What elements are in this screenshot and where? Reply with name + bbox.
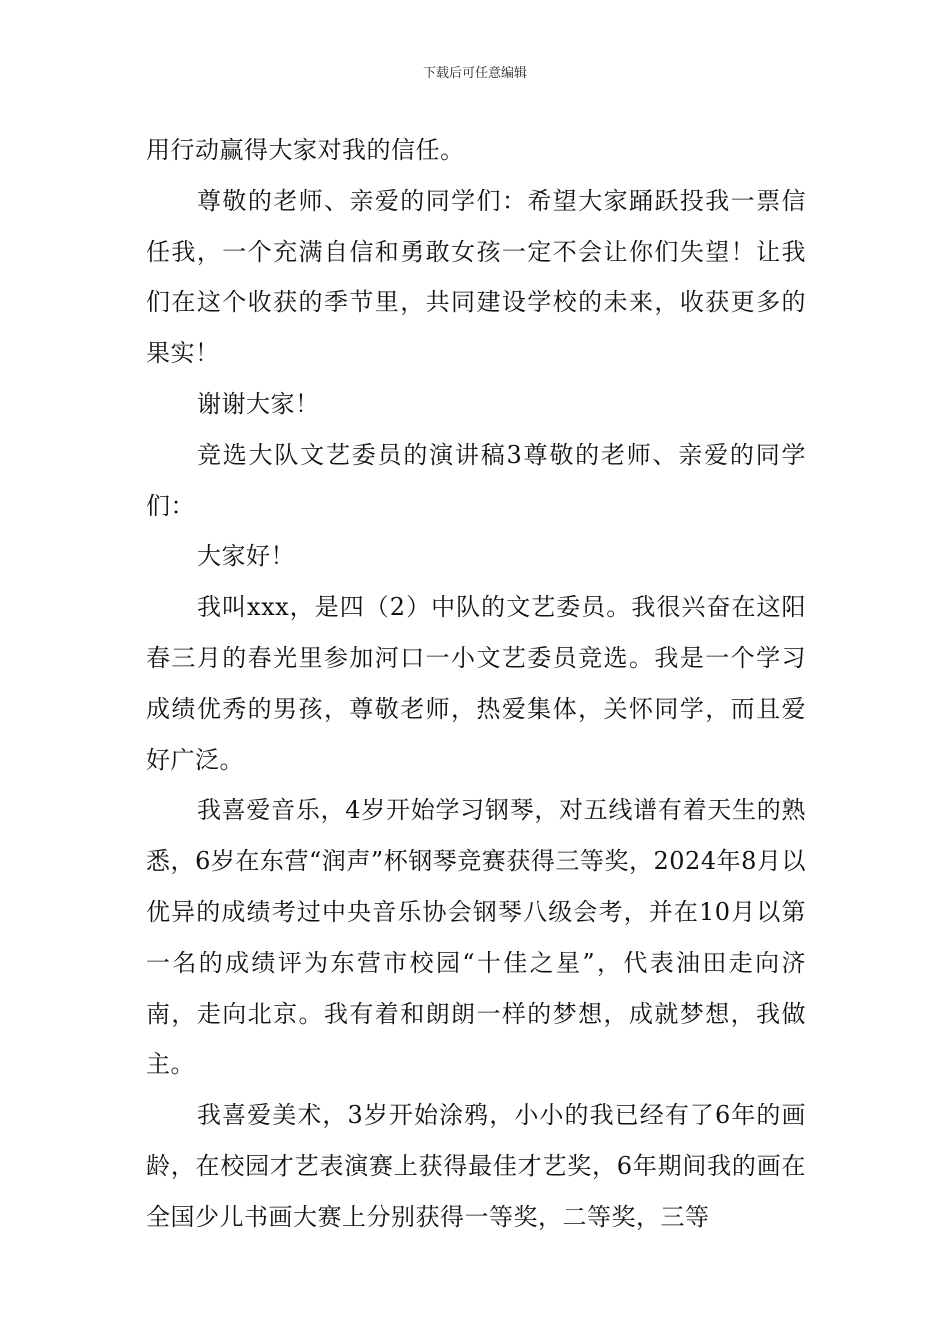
document-body	[146, 125, 806, 1243]
paragraph: 尊敬的老师、亲爱的同学们：希望大家踊跃投我一票信任我，一个充满自信和勇敢女孩一定不会让你们失望！让我们在这个收获的季节里，共同建设学校的未来，收获更多的果实！	[146, 186, 806, 368]
paragraph: 我喜爱音乐，4岁开始学习钢琴，对五线谱有着天生的熟悉，6岁在东营“润声”杯钢琴竞赛获得三等奖，2024年8月以优异的成绩考过中央音乐协会钢琴八级会考，并在10月以第一名的成绩评为东营市校园“十佳之星”，代表油田走向济南，走向北京。我有着和朗朗一样的梦想，成就梦想，我做主。	[146, 796, 806, 1079]
paragraph: 用行动赢得大家对我的信任。	[146, 136, 465, 164]
paragraph: 谢谢大家！	[197, 389, 320, 418]
paragraph: 大家好！	[197, 542, 295, 571]
paragraph: 我喜爱美术，3岁开始涂鸦，小小的我已经有了6年的画龄，在校园才艺表演赛上获得最佳才艺奖，6年期间我的画在全国少儿书画大赛上分别获得一等奖，二等奖，三等	[146, 1101, 806, 1231]
page-header: 下载后可任意编辑	[422, 66, 527, 81]
paragraph: 竞选大队文艺委员的演讲稿3尊敬的老师、亲爱的同学们：	[146, 440, 806, 520]
paragraph: 我叫xxx，是四（2）中队的文艺委员。我很兴奋在这阳春三月的春光里参加河口一小文艺委员竞选。我是一个学习成绩优秀的男孩，尊敬老师，热爱集体，关怀同学，而且爱好广泛。	[146, 593, 806, 774]
